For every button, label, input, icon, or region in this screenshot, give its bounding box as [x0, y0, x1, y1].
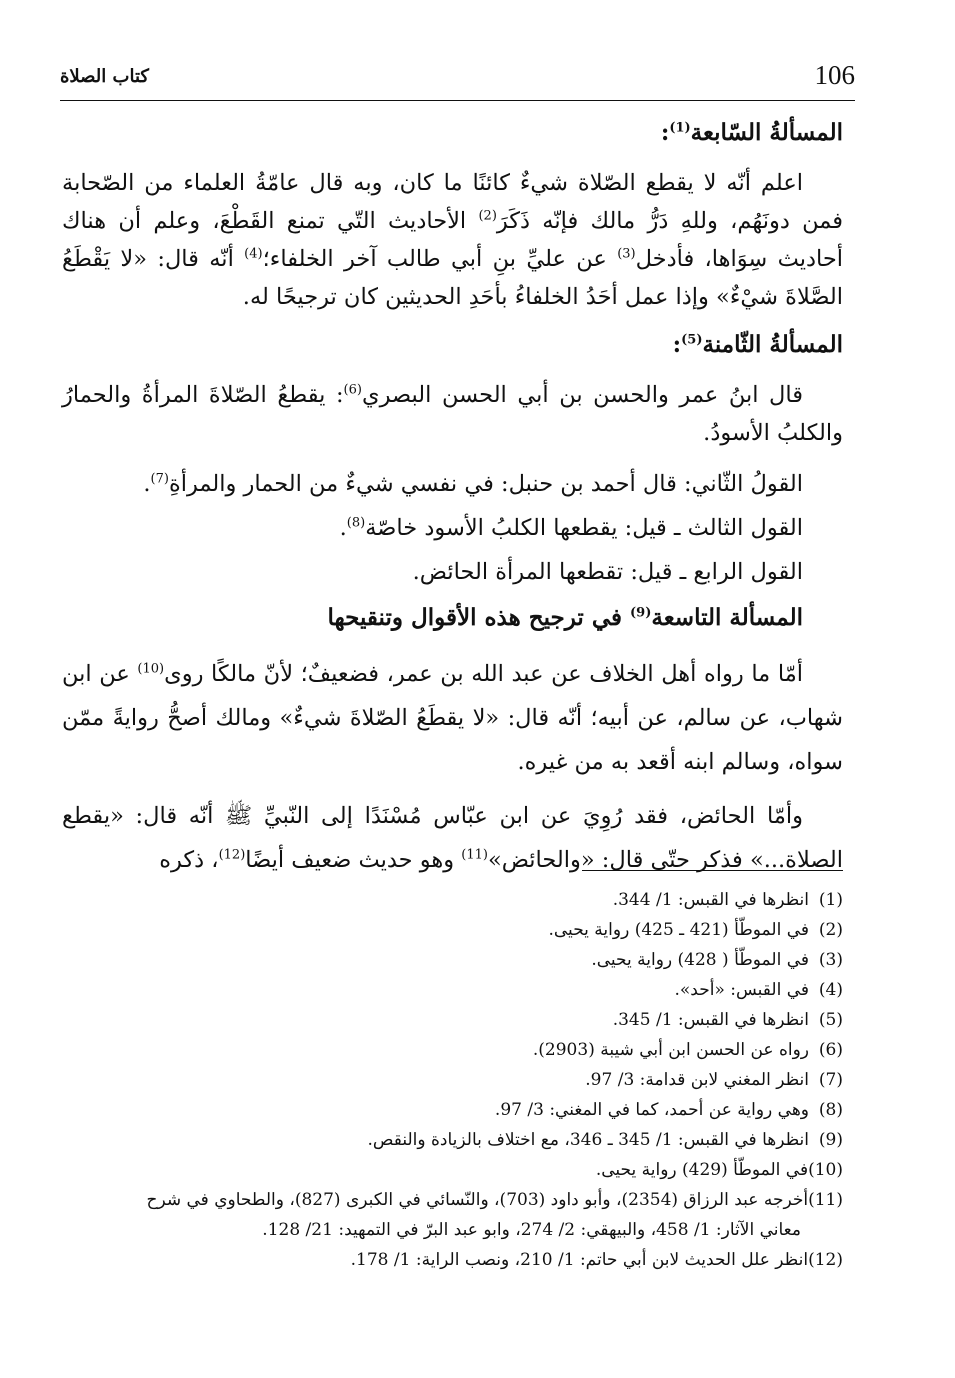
opinion-third	[62, 506, 843, 550]
text-run: اعلم أنّه لا يقطع الصّلاة شيءٌ كائنًا ما كان، وبه قال عامّةُ العلماء من الصّحابة فمن دونَهُم، وللهِ دَرُّ مالك فإنّه ذَكَرَ	[62, 170, 844, 234]
text-run: القولُ الثّاني: قال أحمد بن حنبل: في نفسي شيءٌ من الحمار والمرأةِ	[168, 471, 803, 497]
footnote-text: رواه عن الحسن ابن أبي شيبة (2903).	[532, 1040, 809, 1060]
footnote-number: (7)	[818, 1070, 843, 1090]
footnote-number: (12)	[808, 1250, 843, 1270]
footnote-text: أخرجه عبد الرزاق (2354)، وأبو داود (703)، والنّسائي في الكبرى (827)، والطحاوي في شرح	[146, 1190, 809, 1210]
footnote	[62, 1155, 843, 1185]
text-run: عن ابن شهاب، عن سالم، عن أبيه؛ أنّه قال: «لا يقطَعُ الصّلاةَ شيءٌ» ومالك أصحُّ روايةً ممّن سواه، وسالم ابنه أقعد به من غيره.	[62, 661, 843, 775]
footnote-ref: (12)	[218, 847, 246, 863]
footnote	[62, 945, 843, 975]
text-run: المسألةُ الثّامنة	[702, 331, 843, 358]
chapter-title: كتاب الصلاة	[60, 66, 149, 87]
footnote-number: (10)	[808, 1160, 843, 1180]
footnote-continuation: معاني الآثار: 1/ 458، والبيهقي: 2/ 274، وابو عبد البرّ في التمهيد: 21/ 128.	[262, 1220, 801, 1240]
text-run: في ترجيح هذه الأقوال وتنقيحها	[327, 604, 631, 631]
text-run: .	[339, 515, 347, 541]
footnote-number: (8)	[818, 1100, 843, 1120]
text-run: قال ابنُ عمر والحسن بن أبي الحسن البصري	[361, 382, 803, 408]
footnote-text: في الموطّأ (421 ـ 425) رواية يحيى.	[548, 920, 809, 940]
footnote-ref: (5)	[681, 332, 703, 348]
footnote-ref: (1)	[669, 120, 691, 136]
footnote	[62, 1125, 843, 1155]
footnote-ref: (10)	[137, 661, 165, 677]
main-text	[62, 112, 843, 882]
footnote-text: انظر المغني لابن قدامة: 3/ 97.	[585, 1070, 809, 1090]
footnote-ref: (3)	[617, 246, 636, 262]
issue-heading-seventh	[62, 114, 843, 152]
footnote-text: وهي رواية عن أحمد، كما في المغني: 3/ 97.	[494, 1100, 809, 1120]
footnote-text: في الموطّأ ( 428) رواية يحيى.	[591, 950, 809, 970]
issue-heading-eighth	[62, 326, 843, 364]
text-run: المسألةُ السّابعة	[690, 119, 843, 146]
footnote-ref: (11)	[461, 847, 488, 863]
footnote-number: (2)	[818, 920, 843, 940]
footnote	[62, 1005, 843, 1035]
footnote-ref: (2)	[478, 208, 497, 224]
body-paragraph	[62, 376, 843, 452]
text-run: :	[672, 331, 682, 358]
body-paragraph	[62, 794, 843, 882]
page-number: 106	[814, 60, 855, 90]
footnote-text: انظر علل الحديث لابن أبي حاتم: 1/ 210، ونصب الراية: 1/ 178.	[350, 1250, 809, 1270]
footnote-ref: (4)	[244, 246, 263, 262]
footnote-text: في الموطّأ (429) رواية يحيى.	[595, 1160, 809, 1180]
footnote-number: (4)	[818, 980, 843, 1000]
footnote-text: في القبس: «أحد».	[674, 980, 809, 1000]
body-paragraph	[62, 164, 843, 316]
footnote	[62, 1035, 843, 1065]
footnote-number: (9)	[818, 1130, 843, 1150]
footnote-rule	[582, 870, 843, 871]
text-run: القول الثالث ـ قيل: يقطعها الكلبُ الأسود خاصّة	[365, 515, 803, 541]
footnote	[62, 915, 843, 945]
running-header	[60, 60, 855, 100]
footnote	[62, 1185, 843, 1215]
issue-heading-ninth	[62, 596, 843, 640]
opinion-second	[62, 462, 843, 506]
body-paragraph	[62, 652, 843, 784]
text-run: عن عليِّ بنِ أبي طالب آخر الخلفاء؛	[262, 246, 618, 272]
footnote-number: (3)	[818, 950, 843, 970]
text-run: الأحاديث التّي تمنع القَطْعَ، وعلم أن هناك أحاديث سِوَاها، فأدخل	[62, 208, 843, 272]
text-run: :	[660, 119, 670, 146]
text-run: .	[143, 471, 151, 497]
text-run: وأمّا الحائض، فقد رُوِيَ عن ابن عبّاس مُسْنَدًا إلى النّبيِّ ﷺ أنّه قال: «يقطع الصلاة...» فذكر حتّى قال: «والحائض»	[62, 803, 843, 873]
footnote	[62, 1245, 843, 1275]
footnote-number: (5)	[818, 1010, 843, 1030]
footnote-text: انظرها في القبس: 1/ 345 ـ 346، مع اختلاف بالزيادة والنقص.	[367, 1130, 809, 1150]
text-run: أنّه قال: «لا يَقْطَعُ الصَّلاةَ شيْءٌ» وإذا عمل أحَدُ الخلفاءُ بأحَدِ الحديثين كان ترجيحًا له.	[62, 246, 843, 310]
footnote-ref: (8)	[346, 515, 366, 531]
footnote-number: (6)	[818, 1040, 843, 1060]
footnote-number: (1)	[818, 890, 843, 910]
footnote-ref: (7)	[150, 471, 169, 487]
opinion-fourth	[62, 550, 843, 594]
footnote	[62, 885, 843, 915]
text-run: أمّا ما رواه أهل الخلاف عن عبد الله بن عمر، فضعيفٌ؛ لأنّ مالكًا روى	[164, 661, 803, 687]
footnote-text: انظرها في القبس: 1/ 345.	[612, 1010, 809, 1030]
footnotes	[62, 885, 843, 1275]
text-run: القول الرابع ـ قيل: تقطعها المرأة الحائض.	[412, 559, 803, 585]
footnote	[62, 1095, 843, 1125]
header-rule	[60, 100, 855, 101]
footnote-ref: (9)	[630, 605, 652, 621]
footnote	[62, 975, 843, 1005]
footnote	[62, 1065, 843, 1095]
footnote-number: (11)	[808, 1190, 843, 1210]
text-run: المسألة التاسعة	[651, 604, 803, 631]
footnote-text: انظرها في القبس: 1/ 344.	[612, 890, 809, 910]
text-run: وهو حديث ضعيف أيضًا	[245, 847, 462, 873]
text-run: : يقطعُ الصّلاةَ المرأةُ والحمارُ والكلبُ الأسودُ.	[62, 382, 843, 446]
text-run: ، ذكره	[159, 847, 219, 873]
footnote-ref: (6)	[343, 382, 362, 398]
